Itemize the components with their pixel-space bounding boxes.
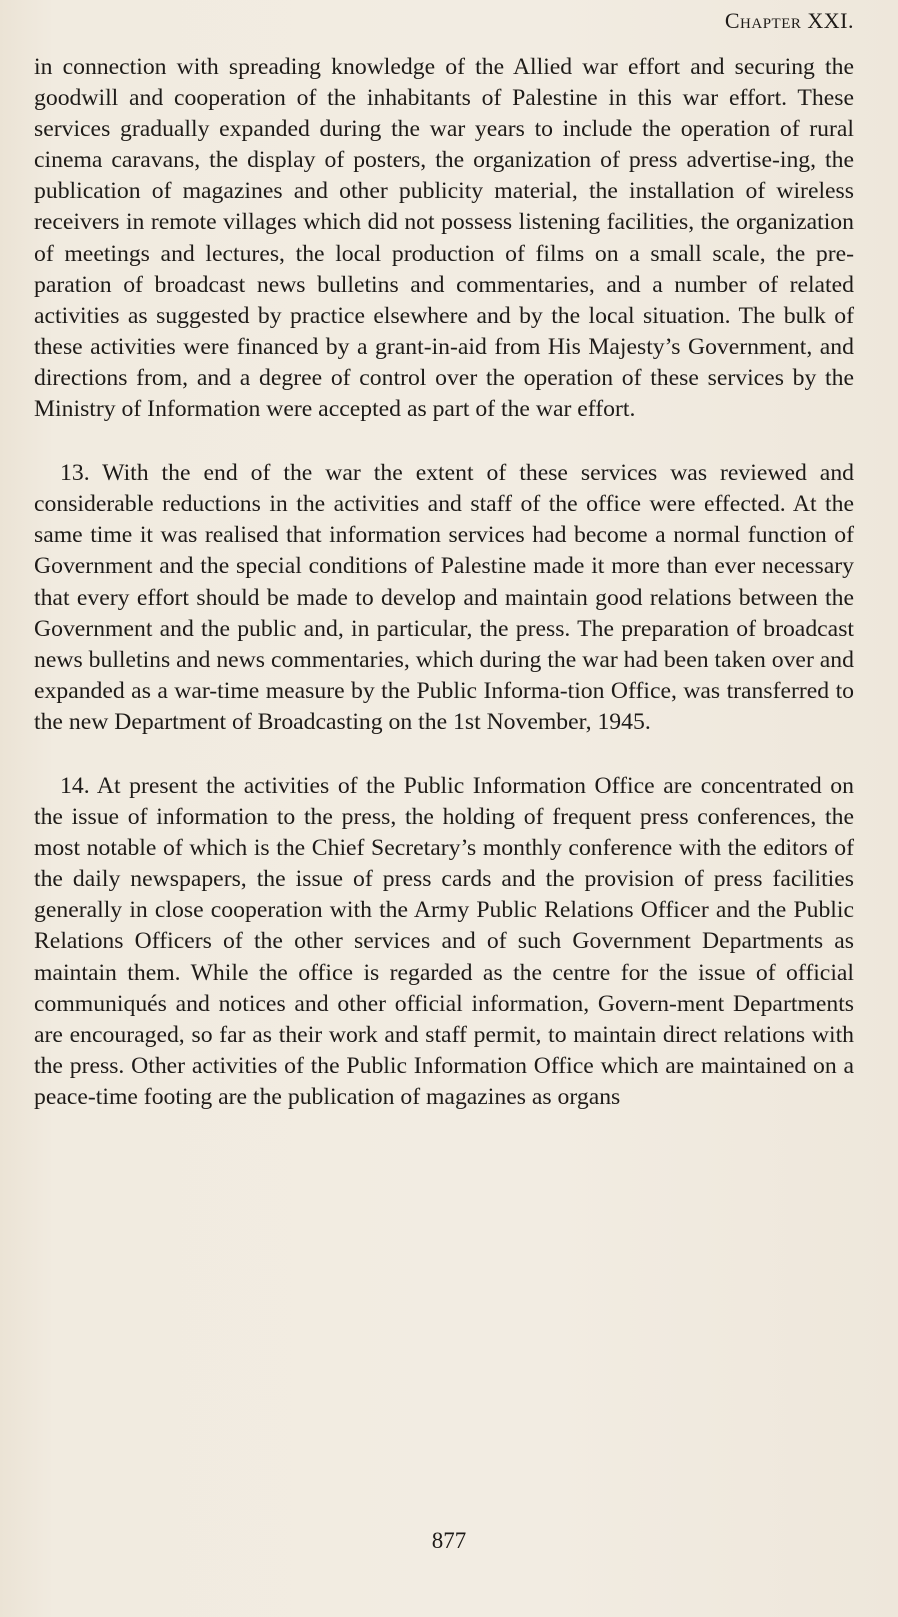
paragraph-14: 14. At present the activities of the Public Information Office are concentrated on the issue of information to the press, the holding of frequent press conferences, the most notable of which is the Chief Secretary’s monthly conference with the editors of the daily newspapers, the issue of press cards and the provision of press facilities generally in close cooperation with the Army Public Relations Officer and the Public Relations Officers of the other services and of such Government Departments as maintain them. While the office is regarded as the centre for the issue of official communiqués and notices and other official information, Govern-ment Departments are encouraged, so far as their work and staff permit, to maintain direct relations with the press. Other activities of the Public Information Office which are maintained on a peace-time footing are the publication of magazines as organs	[34, 772, 854, 1110]
paragraph-continuation: in connection with spreading knowledge of the Allied war effort and securing the goodwill and cooperation of the inhabitants of Palestine in this war effort. These services gradually expanded during the war years to include the operation of rural cinema caravans, the display of posters, the organization of press advertise-ing, the publication of magazines and other publicity material, the installation of wireless receivers in remote villages which did not possess listening facilities, the organization of meetings and lectures, the local production of films on a small scale, the pre-paration of broadcast news bulletins and commentaries, and a number of related activities as suggested by practice elsewhere and by the local situation. The bulk of these activities were financed by a grant-in-aid from His Majesty’s Government, and directions from, and a degree of control over the operation of these services by the Ministry of Information were accepted as part of the war effort.	[34, 54, 854, 423]
body-text	[34, 52, 854, 1113]
paragraph-13: 13. With the end of the war the extent of these services was reviewed and considerable reductions in the activities and staff of the office were effected. At the same time it was realised that information services had become a normal function of Government and the special conditions of Palestine made it more than ever necessary that every effort should be made to develop and maintain good relations between the Government and the public and, in particular, the press. The preparation of broadcast news bulletins and news commentaries, which during the war had been taken over and expanded as a war-time measure by the Public Informa-tion Office, was transferred to the new Department of Broadcasting on the 1st November, 1945.	[34, 460, 854, 735]
page-number: 877	[431, 1528, 467, 1553]
chapter-heading: Chapter XXI.	[724, 8, 854, 33]
